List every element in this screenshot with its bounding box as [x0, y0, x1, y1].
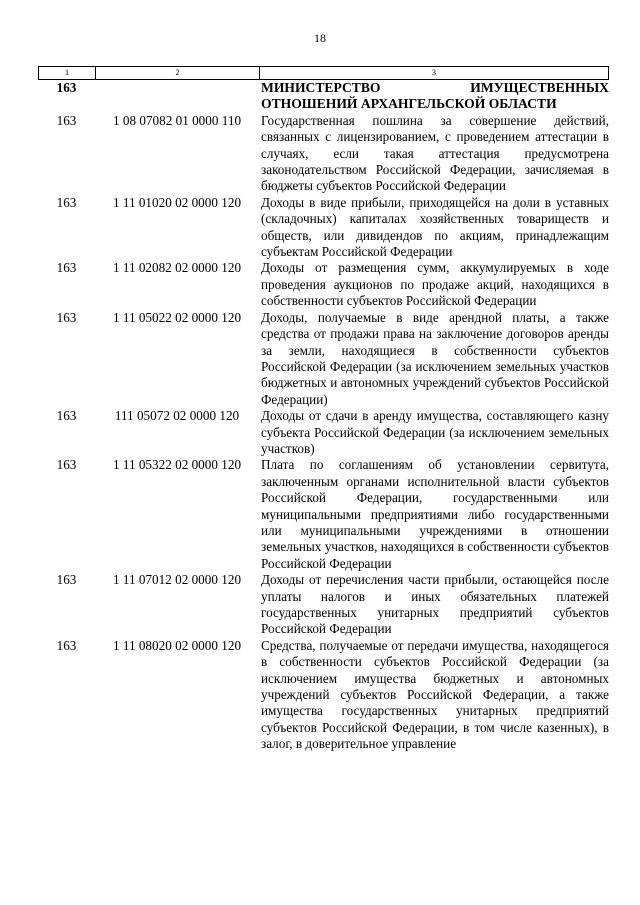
page-number: 18: [314, 31, 326, 45]
income-code: 1 11 08020 02 0000 120: [112, 637, 242, 653]
admin-code: 163: [56, 194, 77, 210]
income-code: 1 11 05322 02 0000 120: [112, 457, 242, 473]
income-code: 1 08 07082 01 0000 110: [112, 112, 242, 128]
admin-code: 163: [56, 112, 77, 128]
table-row: [38, 113, 609, 195]
table-row: [38, 260, 609, 309]
table-row: [38, 408, 609, 457]
income-description: Доходы от перечисления части прибыли, остающейся после уплаты налогов и иных обязательных платежей государственных унитарных предприятий субъектов Российской Федерации: [261, 572, 609, 637]
ministry-title: МИНИСТЕРСТВО ИМУЩЕСТВЕННЫХ ОТНОШЕНИЙ АРХАНГЕЛЬСКОЙ ОБЛАСТИ: [261, 80, 609, 112]
admin-code: 163: [56, 457, 77, 473]
table-row-ministry-heading: [38, 80, 609, 113]
table-row: [38, 457, 609, 572]
column-header-1: 1: [39, 67, 96, 79]
income-codes-table: [38, 80, 609, 753]
admin-code: 163: [56, 309, 77, 325]
admin-code: 163: [56, 260, 77, 276]
column-header-3: 3: [432, 68, 436, 77]
income-description: Государственная пошлина за совершение действий, связанных с лицензированием, с проведением аттестации в случаях, если такая аттестация предусмотрена законодательством Российской Федерации, зачисляемая в бюджеты субъектов Российской Федерации: [261, 112, 609, 194]
income-description: Доходы от сдачи в аренду имущества, составляющего казну субъекта Российской Федерации (за исключением земельных участков): [261, 408, 609, 456]
income-description: Средства, получаемые от передачи имущества, находящегося в собственности субъектов Российской Федерации (за исключением имущества бюджетных и автономных учреждений субъектов Российской Федерации, а также имущества государственных унитарных предприятий субъектов Российской Федерации, в том числе казенных), в залог, в доверительное управление: [261, 637, 609, 752]
table-row: [38, 638, 609, 753]
income-code: 1 11 02082 02 0000 120: [112, 260, 242, 276]
income-description: Доходы, получаемые в виде арендной платы, а также средства от продажи права на заключение договоров аренды за земли, находящиеся в собственности субъектов Российской Федерации (за исключением земельных участков бюджетных и автономных учреждений субъектов Российской Федерации): [261, 309, 609, 407]
income-code: 1 11 05022 02 0000 120: [112, 309, 242, 325]
table-row: [38, 195, 609, 261]
table-row: [38, 572, 609, 638]
income-code: 1 11 07012 02 0000 120: [112, 572, 242, 588]
table-row: [38, 310, 609, 408]
admin-code: 163: [56, 408, 77, 424]
income-code: 1 11 01020 02 0000 120: [112, 194, 242, 210]
admin-code: 163: [56, 572, 77, 588]
income-description: Плата по соглашениям об установлении сервитута, заключенным органами исполнительной власти субъектов Российской Федерации, государственными или муниципальными предприятиями либо государственными или муниципальными учреждениями в отношении земельных участков, находящихся в собственности субъектов Российской Федерации: [261, 457, 609, 571]
income-description: Доходы от размещения сумм, аккумулируемых в ходе проведения аукционов по продаже акций, находящихся в собственности субъектов Российской Федерации: [261, 260, 609, 309]
income-description: Доходы в виде прибыли, приходящейся на доли в уставных (складочных) капиталах хозяйственных товариществ и обществ, или дивидендов по акциям, принадлежащим субъектам Российской Федерации: [261, 194, 609, 260]
column-header-2: 2: [96, 67, 260, 79]
income-code: [95, 80, 259, 113]
admin-code: 163: [56, 637, 77, 653]
income-code: 111 05072 02 0000 120: [114, 408, 240, 424]
table-header: [38, 66, 609, 80]
admin-code: 163: [56, 80, 77, 95]
